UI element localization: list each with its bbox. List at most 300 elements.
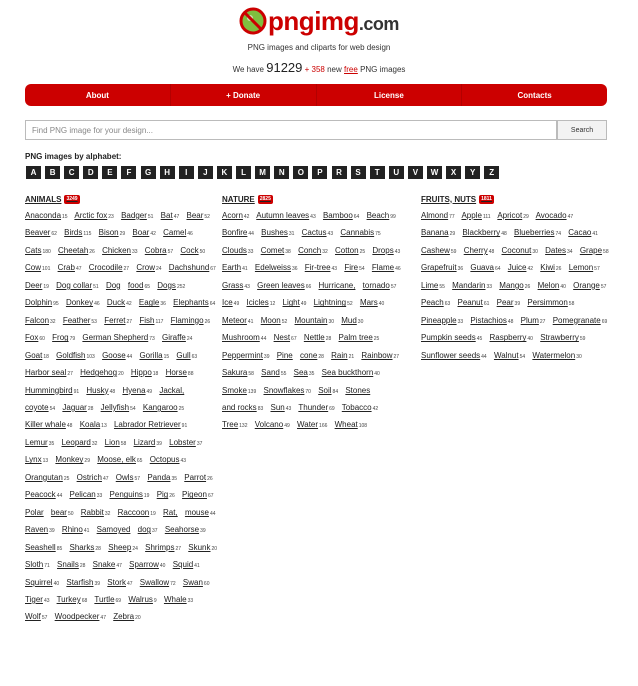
category-link[interactable] [222,263,248,272]
category-link[interactable] [185,508,216,517]
category-link-label[interactable]: Pigeon [182,490,207,500]
category-link[interactable] [255,263,298,272]
category-link[interactable] [342,403,378,412]
category-link-label[interactable]: Rainbow [361,350,393,360]
category-link[interactable] [165,525,206,534]
category-link[interactable] [56,351,95,360]
category-link-label[interactable]: Turkey [56,594,81,604]
category-link-label[interactable]: Nest [273,333,291,343]
category-link-label[interactable]: Juice [507,263,527,273]
category-link[interactable] [132,228,155,237]
category-link-label[interactable]: Peanut [457,298,483,308]
letter-z[interactable]: Z [484,166,499,179]
category-link[interactable] [176,351,197,360]
category-title[interactable]: ANIMALS [25,194,62,204]
category-link[interactable] [113,612,140,621]
category-link-label[interactable]: Mushroom [222,333,260,343]
category-link-label[interactable]: Strawberry [540,333,579,343]
category-link-label[interactable]: Pistachios [470,315,507,325]
category-link-label[interactable]: Hurricane, [318,280,356,290]
category-link[interactable] [164,595,193,604]
category-link[interactable] [89,263,129,272]
category-link[interactable] [497,211,528,220]
category-link-label[interactable]: Penguins [109,490,143,500]
category-link-label[interactable]: Lightning [313,298,347,308]
category-link-label[interactable]: Walnut [493,350,519,360]
category-link[interactable] [222,246,253,255]
category-link[interactable] [25,578,59,587]
category-link-label[interactable]: Drops [372,245,394,255]
nav-contacts[interactable]: Contacts [517,90,552,100]
category-link[interactable] [222,228,254,237]
category-link-label[interactable]: Polar [25,507,44,517]
category-link-label[interactable]: Orangutan [25,472,63,482]
category-link[interactable] [25,281,49,290]
category-link[interactable] [421,228,455,237]
category-link-label[interactable]: Rat, [163,507,178,517]
letter-d[interactable]: D [83,166,98,179]
category-link[interactable] [470,263,500,272]
category-link-label[interactable]: Earth [222,263,242,273]
letter-m[interactable]: M [255,166,270,179]
category-link-label[interactable]: Cow [25,263,42,273]
category-link[interactable] [367,211,396,220]
category-link[interactable] [166,368,194,377]
category-link[interactable] [173,298,215,307]
category-link[interactable] [138,525,158,534]
category-link[interactable] [452,281,492,290]
category-link[interactable] [182,490,213,499]
category-link-label[interactable]: Arctic fox [74,211,108,220]
category-link[interactable] [331,351,354,360]
category-link-label[interactable]: Raccoon [117,507,150,517]
category-link[interactable] [129,560,165,569]
category-link-label[interactable]: Swan [182,577,203,587]
category-link[interactable] [521,316,546,325]
category-link[interactable] [136,263,161,272]
category-link[interactable] [25,508,44,517]
category-link[interactable] [108,543,138,552]
category-link-label[interactable]: cone [299,350,318,360]
category-link[interactable] [256,211,315,220]
category-link-label[interactable]: Falcon [25,315,50,325]
category-link[interactable] [52,333,75,342]
category-link-label[interactable]: tornado [362,280,390,290]
category-link-label[interactable]: Anaconda [25,211,62,220]
category-link[interactable] [110,490,150,499]
category-link-label[interactable]: Bear [186,211,204,220]
category-link-label[interactable]: Soil [318,385,332,395]
category-link-label[interactable]: Rain [331,350,348,360]
category-link[interactable] [261,368,286,377]
category-link-label[interactable]: Stork [107,577,126,587]
letter-h[interactable]: H [160,166,175,179]
category-link-label[interactable]: Pomegranate [552,315,601,325]
category-link[interactable] [494,351,525,360]
category-link[interactable] [114,420,187,429]
category-link[interactable] [80,368,123,377]
category-link-label[interactable]: Mango [499,280,524,290]
category-link[interactable] [360,298,384,307]
category-link-label[interactable]: Woodpecker [54,612,100,622]
category-link-label[interactable]: Dogs [157,280,176,290]
category-link[interactable] [25,420,72,429]
category-link-label[interactable]: Rabbit [80,507,104,517]
category-link[interactable] [86,386,115,395]
letter-c[interactable]: C [64,166,79,179]
category-link-label[interactable]: Dates [545,245,567,255]
category-link[interactable] [335,420,367,429]
category-link[interactable] [421,298,450,307]
category-link[interactable] [101,403,136,412]
category-link-label[interactable]: Avocado [535,211,567,220]
category-link-label[interactable]: Lobster [169,437,196,447]
category-link-label[interactable]: Dog collar [56,280,93,290]
category-link[interactable] [261,246,291,255]
category-link-label[interactable]: Harbor seal [25,368,67,378]
category-link-label[interactable]: Walrus [128,594,153,604]
category-link-label[interactable]: Pear [496,298,514,308]
category-link-label[interactable]: Blueberries [513,228,555,238]
category-link[interactable] [421,333,482,342]
category-link[interactable] [186,211,209,220]
category-link-label[interactable]: Seahorse [164,525,200,535]
category-link-label[interactable]: Hyena [122,385,146,395]
category-link-label[interactable]: Icicles [246,298,269,308]
category-link-label[interactable]: Lime [421,280,439,290]
category-link-label[interactable]: Deer [25,280,43,290]
category-link-label[interactable]: Volcano [254,420,284,430]
category-link-label[interactable]: Meteor [222,315,247,325]
category-link[interactable] [538,281,566,290]
stats-free-link[interactable]: free [344,65,358,74]
category-link[interactable] [145,543,181,552]
category-link-label[interactable]: Ferret [104,315,126,325]
category-link-label[interactable]: Hummingbird [25,385,73,395]
category-link-label[interactable]: Grass [222,280,244,290]
category-link[interactable] [25,525,55,534]
letter-s[interactable]: S [351,166,366,179]
category-link[interactable] [163,508,178,517]
category-link[interactable] [25,403,55,412]
category-link-label[interactable]: Boar [132,228,150,238]
category-link-label[interactable]: Panda [147,472,171,482]
category-link-label[interactable]: Watermelon [532,350,576,360]
category-link-label[interactable]: Fish [139,315,155,325]
category-link[interactable] [319,281,356,290]
category-link-label[interactable]: Parrot [184,472,207,482]
category-link[interactable] [464,246,495,255]
category-link-label[interactable]: Crocodile [88,263,123,273]
category-link-label[interactable]: Autumn leaves [256,211,310,220]
category-link[interactable] [169,263,216,272]
category-link-label[interactable]: Dolphin [25,298,53,308]
letter-o[interactable]: O [293,166,308,179]
category-link[interactable] [372,263,401,272]
category-link[interactable] [25,316,56,325]
category-link[interactable] [25,228,57,237]
letter-n[interactable]: N [274,166,289,179]
category-link[interactable] [106,281,121,290]
category-link[interactable] [283,298,307,307]
category-link-label[interactable]: Lynx [25,455,42,465]
category-link[interactable] [300,351,324,360]
category-link[interactable] [69,490,102,499]
category-link-label[interactable]: Goat [25,350,43,360]
category-link[interactable] [527,298,574,307]
category-link-label[interactable]: Turtle [94,594,115,604]
category-link-label[interactable]: Sharks [69,542,95,552]
category-link-label[interactable]: Almond [421,211,449,220]
category-link-label[interactable]: coyote [25,402,49,412]
category-link[interactable] [274,333,297,342]
letter-g[interactable]: G [141,166,156,179]
category-link[interactable] [147,473,177,482]
category-link[interactable] [222,316,253,325]
category-link[interactable] [345,386,370,395]
category-link-label[interactable]: Leopard [61,437,91,447]
category-link[interactable] [66,578,100,587]
category-link[interactable] [134,438,162,447]
category-link[interactable] [257,281,311,290]
category-link[interactable] [25,351,49,360]
category-link[interactable] [145,246,173,255]
category-link[interactable] [57,560,85,569]
category-link[interactable] [222,368,254,377]
category-link-label[interactable]: Swallow [139,577,170,587]
category-link-label[interactable]: Squirrel [25,577,53,587]
category-link-label[interactable]: Pumpkin seeds [421,333,476,343]
category-link-label[interactable]: Lemur [25,437,48,447]
category-link[interactable] [64,228,91,237]
category-link[interactable] [180,246,205,255]
category-link[interactable] [93,560,122,569]
category-link-label[interactable]: and rocks [222,402,257,412]
category-link-label[interactable]: Samoyed [96,525,131,535]
letter-f[interactable]: F [121,166,136,179]
category-link[interactable] [25,560,50,569]
category-link[interactable] [58,246,95,255]
letter-a[interactable]: A [26,166,41,179]
category-link-label[interactable]: Snowflakes [263,385,305,395]
category-link[interactable] [107,578,132,587]
category-link[interactable] [361,351,399,360]
category-link[interactable] [470,316,513,325]
category-link-label[interactable]: Cobra [144,245,167,255]
category-link-label[interactable]: Tree [222,420,239,430]
category-link[interactable] [545,246,572,255]
category-link-label[interactable]: Husky [86,385,109,395]
category-link[interactable] [263,386,310,395]
category-link[interactable] [55,455,90,464]
category-link-label[interactable]: Guava [470,263,494,273]
category-link-label[interactable]: Wolf [25,612,41,622]
category-link-label[interactable]: mouse [184,507,209,517]
category-link-label[interactable]: German Shepherd [82,333,149,343]
category-link-label[interactable]: Cheetah [58,245,89,255]
category-link-label[interactable]: Light [282,298,300,308]
category-link[interactable] [25,595,50,604]
category-link[interactable] [532,351,581,360]
category-link-label[interactable]: Pineapple [421,315,457,325]
category-link-label[interactable]: Feather [62,315,91,325]
category-link[interactable] [94,595,121,604]
category-link-label[interactable]: Edelweiss [254,263,291,273]
category-link-label[interactable]: Duck [106,298,126,308]
category-link-label[interactable]: Hedgehog [80,368,118,378]
category-link[interactable] [339,333,380,342]
category-link[interactable] [69,543,100,552]
category-link-label[interactable]: food [127,280,144,290]
category-link-label[interactable]: Dog [105,280,121,290]
category-link-label[interactable]: Lizard [133,437,156,447]
category-link-label[interactable]: Starfish [66,577,94,587]
category-link-label[interactable]: Persimmon [527,298,568,308]
category-link[interactable] [421,281,445,290]
category-link[interactable] [56,281,99,290]
category-link[interactable] [222,351,269,360]
category-link[interactable] [568,228,598,237]
category-link[interactable] [25,386,79,395]
category-link[interactable] [341,316,363,325]
letter-i[interactable]: I [179,166,194,179]
category-link-label[interactable]: Jellyfish [100,402,130,412]
category-link-label[interactable]: Peacock [25,490,56,500]
category-link[interactable] [25,438,54,447]
category-link-label[interactable]: Sun [270,402,285,412]
category-link-label[interactable]: Camel [163,228,187,238]
category-link-label[interactable]: Palm tree [338,333,373,343]
category-link[interactable] [169,438,202,447]
category-link[interactable] [150,455,186,464]
category-link-label[interactable]: Labrador Retriever [113,420,181,430]
category-link-label[interactable]: Coconut [501,245,532,255]
category-link-label[interactable]: Chicken [102,245,131,255]
category-link[interactable] [261,228,294,237]
category-link[interactable] [122,386,152,395]
category-link[interactable] [304,333,331,342]
category-link-label[interactable]: Jackal, [159,385,185,395]
category-link-label[interactable]: Badger [121,211,147,220]
category-link[interactable] [25,490,62,499]
category-link[interactable] [540,333,585,342]
category-link[interactable] [25,543,62,552]
category-link-label[interactable]: Crab [57,263,75,273]
category-link-label[interactable]: Thunder [298,402,329,412]
category-link-label[interactable]: Sloth [25,560,44,570]
category-link-label[interactable]: Sakura [222,368,248,378]
category-link[interactable] [573,281,606,290]
category-link-label[interactable]: Bat [160,211,173,220]
category-link-label[interactable]: Jaguar [62,402,87,412]
category-link[interactable] [222,281,250,290]
category-link-label[interactable]: Peppermint [222,350,263,360]
letter-w[interactable]: W [427,166,442,179]
category-link-label[interactable]: Grape [579,245,603,255]
category-link[interactable] [116,473,140,482]
category-link[interactable] [107,298,132,307]
category-link[interactable] [139,316,163,325]
category-link[interactable] [305,263,337,272]
category-link-label[interactable]: Gorilla [139,350,163,360]
category-link[interactable] [162,333,192,342]
category-link[interactable] [62,525,89,534]
category-link[interactable] [363,281,397,290]
category-link[interactable] [340,228,380,237]
category-link[interactable] [58,263,82,272]
category-link[interactable] [569,263,600,272]
nav-donate[interactable]: + Donate [171,84,317,106]
category-link[interactable] [183,578,210,587]
category-link[interactable] [270,403,291,412]
category-link-label[interactable]: Flamingo [170,315,204,325]
category-link[interactable] [222,211,249,220]
category-link[interactable] [163,228,193,237]
category-link[interactable] [66,298,100,307]
category-link-label[interactable]: dog [137,525,152,535]
category-link[interactable] [102,246,137,255]
category-link[interactable] [302,228,333,237]
category-link[interactable] [161,211,180,220]
category-link-label[interactable]: Seashell [25,542,56,552]
category-link-label[interactable]: Pelican [69,490,96,500]
category-link-label[interactable]: Sand [261,368,280,378]
category-link[interactable] [255,420,290,429]
category-link[interactable] [298,246,328,255]
category-link[interactable] [222,420,248,429]
category-link-label[interactable]: Skunk [188,542,211,552]
category-link-label[interactable]: Lemon [568,263,594,273]
category-link[interactable] [261,316,288,325]
category-link-label[interactable]: Bonfire [222,228,248,238]
category-link-label[interactable]: Horse [165,368,187,378]
category-link-label[interactable]: Zebra [113,612,135,622]
letter-y[interactable]: Y [465,166,480,179]
category-link-label[interactable]: Kiwi [540,263,555,273]
category-link[interactable] [25,298,59,307]
category-link[interactable] [128,281,150,290]
category-link[interactable] [295,316,334,325]
category-link-label[interactable]: Frog [52,333,69,343]
category-link-label[interactable]: Nettle [303,333,325,343]
category-link[interactable] [323,211,359,220]
category-link-label[interactable]: Mud [341,315,357,325]
category-link[interactable] [222,333,266,342]
category-link-label[interactable]: Apple [461,211,482,220]
category-link-label[interactable]: Mountain [294,315,328,325]
category-link-label[interactable]: Donkey [65,298,94,308]
category-link[interactable] [322,368,380,377]
category-link-label[interactable]: Rhino [61,525,83,535]
category-link[interactable] [298,403,334,412]
category-link[interactable] [61,438,97,447]
category-link-label[interactable]: Banana [421,228,449,238]
search-button[interactable]: Search [557,120,607,140]
category-link[interactable] [25,333,45,342]
category-link-label[interactable]: Whale [163,594,187,604]
category-link[interactable] [105,438,127,447]
letter-k[interactable]: K [217,166,232,179]
category-link-label[interactable]: Bushes [261,228,288,238]
letter-j[interactable]: J [198,166,213,179]
site-logo[interactable] [0,4,638,38]
letter-p[interactable]: P [312,166,327,179]
category-link-label[interactable]: Apricot [497,211,523,220]
category-link[interactable] [222,386,256,395]
category-link-label[interactable]: Cock [180,245,199,255]
category-link-label[interactable]: Moon [260,315,281,325]
category-link[interactable] [25,263,50,272]
